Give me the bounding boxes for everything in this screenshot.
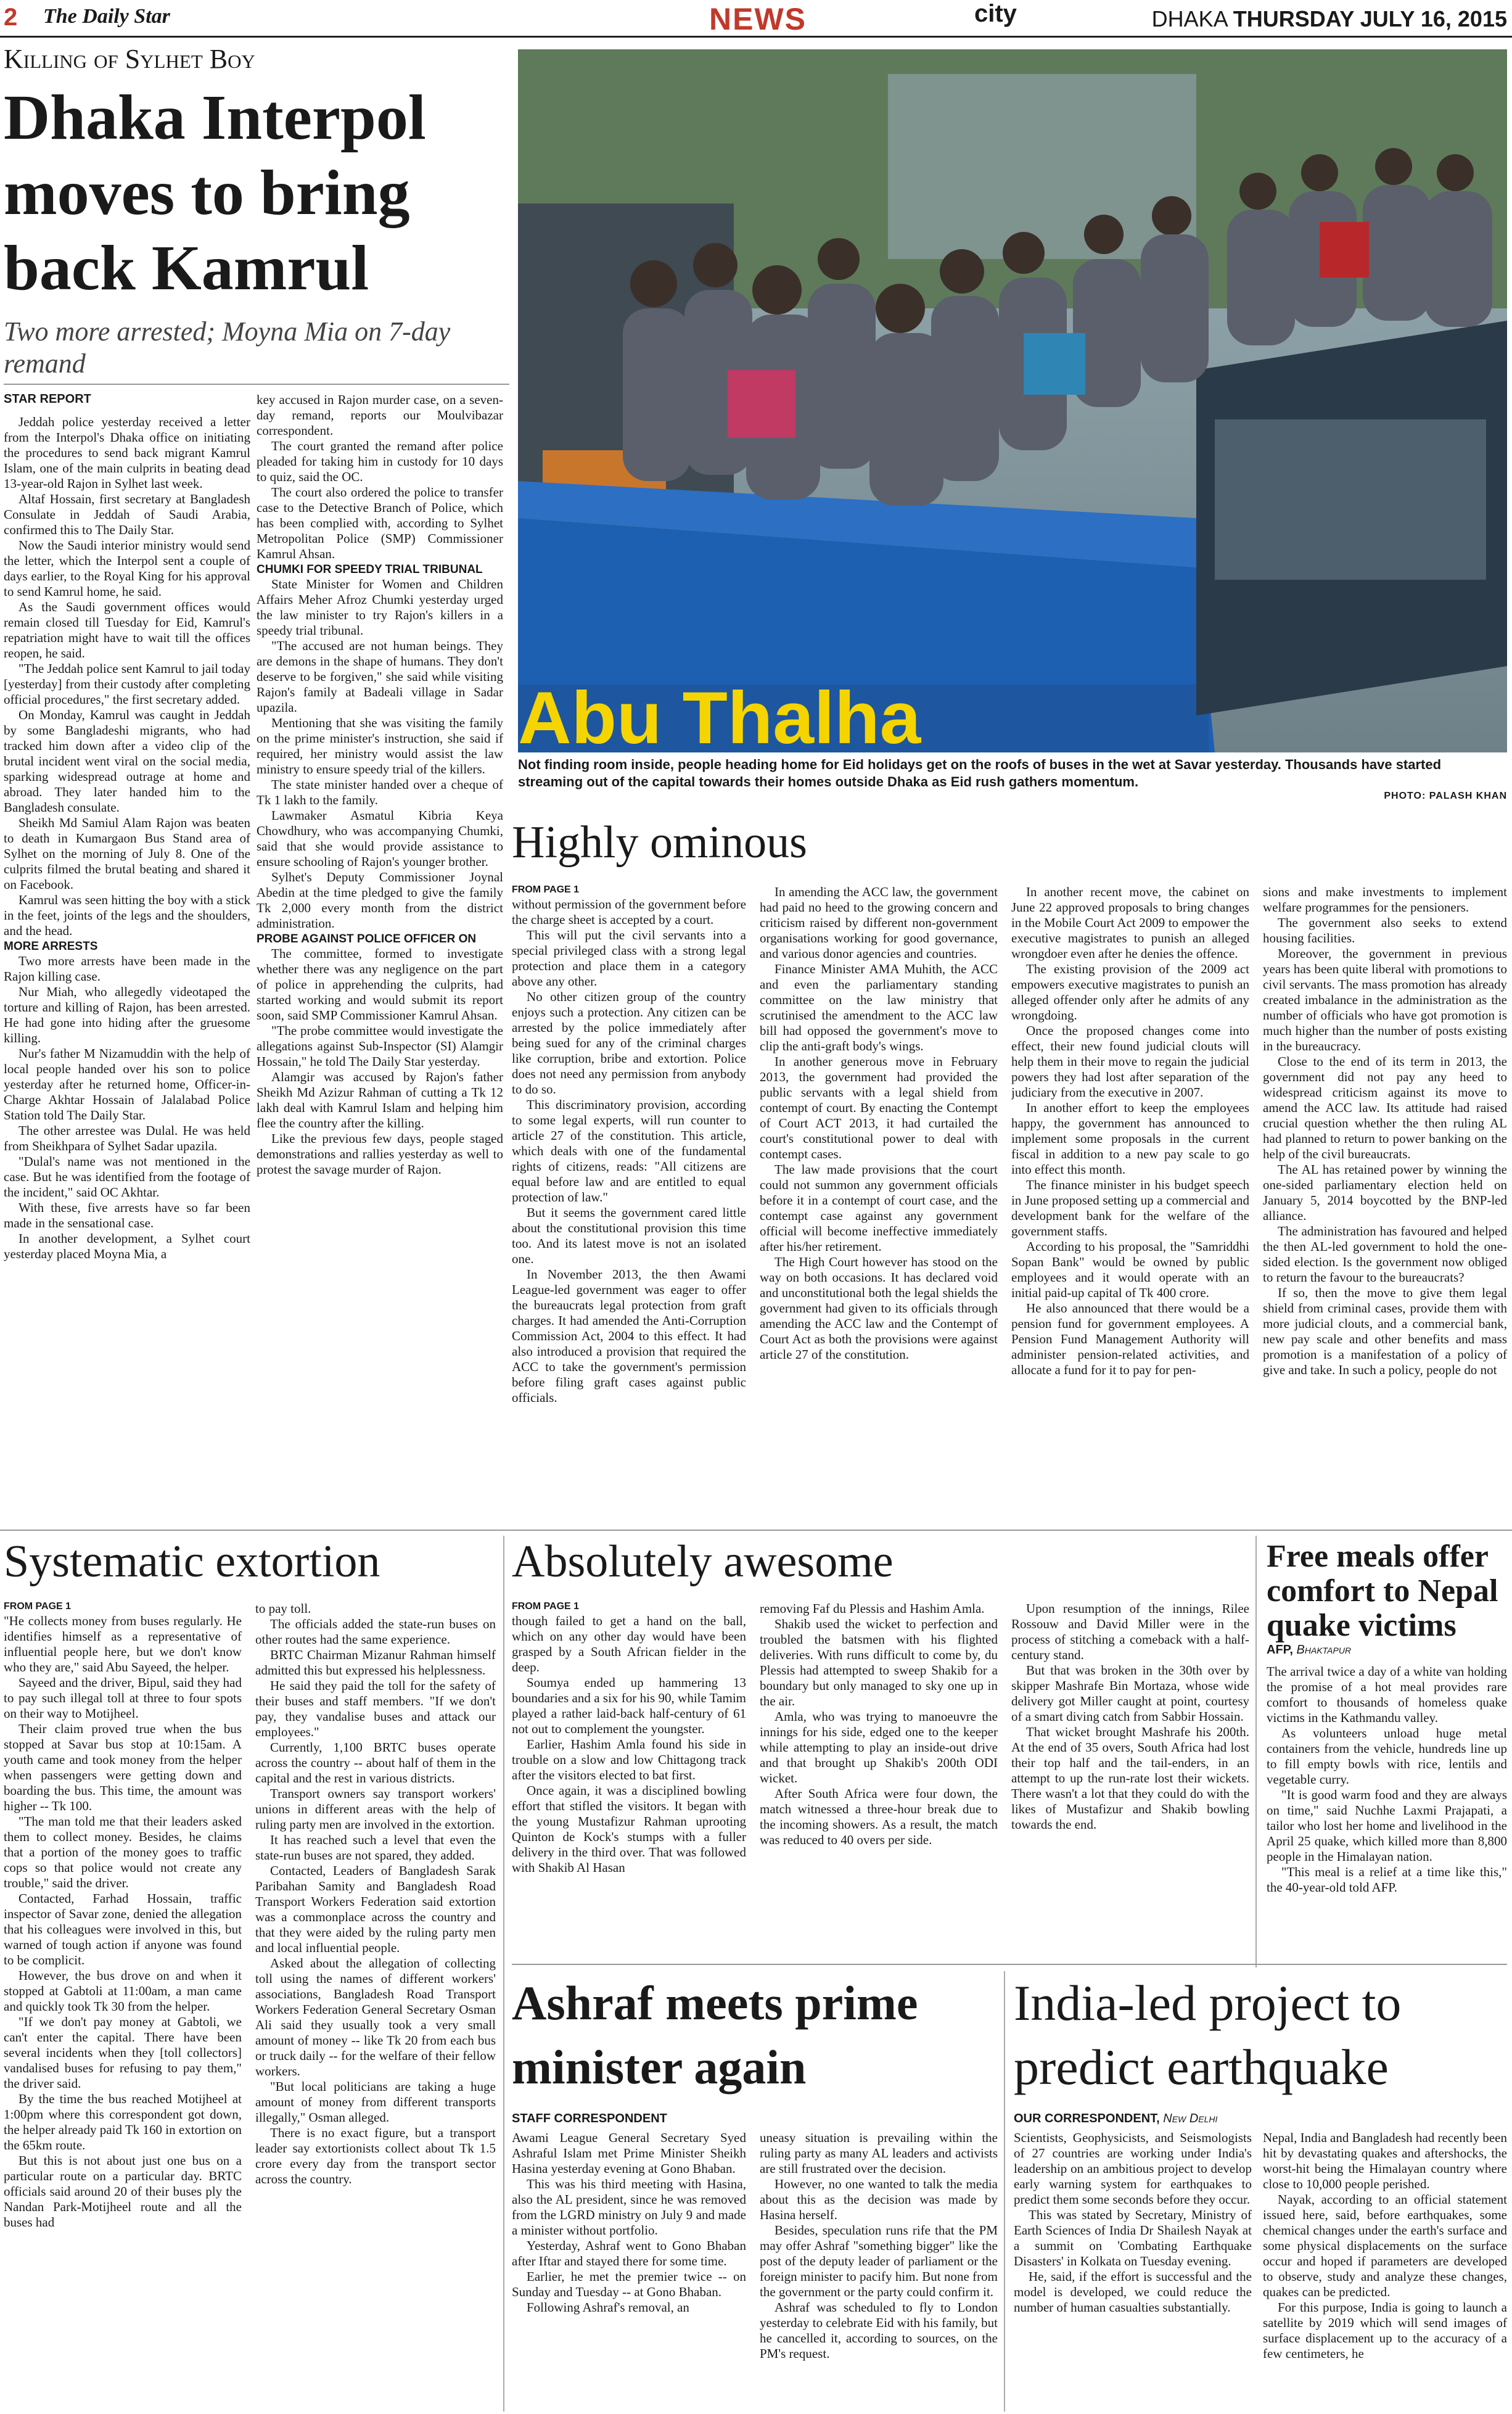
paragraph: removing Faf du Plessis and Hashim Amla. (760, 1601, 985, 1616)
photo-credit: PHOTO: PALASH KHAN (1384, 791, 1507, 801)
story3-column-1 (4, 1613, 242, 2410)
paragraph: As the Saudi government offices would remain closed till Tuesday for Eid, Kamrul's repatriation might have to wait till the offices reopen, he said. (4, 599, 250, 661)
story1-headline: Dhaka Interpol moves to bring back Kamrul (4, 82, 426, 303)
paragraph: The AL has retained power by winning the one-sided parliamentary election held on January 5, 2014 boycotted by the BNP-led alliance. (1263, 1162, 1507, 1223)
paragraph: Their claim proved true when the bus stopped at Savar bus stop at 10:15am. A youth came and took money from the helper when passengers were getting down and boarding the bus. This time, the amount was higher -- Tk 100. (4, 1721, 242, 1813)
paragraph: "He collects money from buses regularly. He identifies himself as a representative of influential people here, but we don't know who they are," said Abu Sayeed, the helper. (4, 1613, 242, 1675)
story1-column-1 (4, 414, 250, 1526)
dateline (1152, 6, 1507, 32)
caption-text: Not finding room inside, people heading home for Eid holidays get on the roofs of buses in the wet at Savar yesterday. Thousands have started streaming out of the capital towards their homes outside Dhaka as Eid rush gathers momentum. (518, 757, 1442, 789)
paragraph: BRTC Chairman Mizanur Rahman himself admitted this but expressed his helplessness. (255, 1647, 496, 1678)
divider-v1 (503, 1536, 504, 2412)
paragraph: He also announced that there would be a pension fund for government employees. A Pension Fund Management Authority will administer pension-related activities, and allocate a fund for it to pay for pen- (1011, 1301, 1249, 1377)
paragraph: Now the Saudi interior ministry would send the letter, which the Interpol sent a couple of days earlier, to the Royal King for his approval to send Kamrul home, he said. (4, 538, 250, 599)
paragraph: Once again, it was a disciplined bowling effort that stifled the visitors. It began with the young Mustafizur Rahman uprooting Quinton de Kock's stumps with a fuller delivery in the third over. That was followed with Shakib Al Hasan (512, 1783, 746, 1875)
paragraph: That wicket brought Mashrafe his 200th. At the end of 35 overs, South Africa had lost their top half and the tail-enders, in an attempt to up the run-rate lost their wickets. There wasn't a lot that they could do with the likes of Mustafizur and Shakib bowling towards the end. (1011, 1724, 1249, 1832)
lower-rule (512, 1964, 1507, 1965)
fold-rule (0, 1530, 1512, 1531)
story3-headline: Systematic extortion (4, 1536, 380, 1587)
story4-column-1 (512, 1613, 746, 1953)
paragraph: But it seems the government cared little about the constitutional provision this time too. And its latest move is not an isolated one. (512, 1205, 746, 1266)
paragraph: Currently, 1,100 BRTC buses operate across the country -- about half of them in the capital and the rest in various districts. (255, 1740, 496, 1786)
story7-byline-author: OUR CORRESPONDENT, (1014, 2112, 1160, 2125)
paragraph: In another recent move, the cabinet on June 22 approved proposals to bring changes in the Mobile Court Act 2009 to empower the executive magistrates to punish an alleged wrongdoer even after he denies the offence. (1011, 884, 1249, 961)
paragraph: The court also ordered the police to transfer case to the Detective Branch of Police, which has been complied with, according to Sylhet Metropolitan Police (SMP) Commissioner Kamrul Ahsan. (257, 485, 503, 561)
paragraph: As volunteers unload huge metal containers from the vehicle, hundreds line up to fill empty bowls with rice, lentils and vegetable curry. (1267, 1726, 1507, 1787)
bus-sign-text: Abu Thalha (518, 677, 921, 752)
story4-column-2 (760, 1601, 998, 1953)
paragraph: sions and make investments to implement welfare programmes for the pensioners. (1263, 884, 1507, 915)
divider-v3 (1004, 1971, 1005, 2412)
paragraph: Two more arrests have been made in the Rajon killing case. (4, 954, 250, 984)
paragraph: Once the proposed changes come into effect, their new found judicial clouts will help them in their move to regain the judicial powers they had lost after separation of the judiciary from the executive in 2007. (1011, 1023, 1249, 1100)
story7-dateline: New Delhi (1163, 2112, 1218, 2125)
paragraph: But this is not about just one bus on a particular route on a particular day. BRTC officials said around 20 of their buses ply the Nandan Park-Motijheel route and all the buses had (4, 2153, 242, 2230)
paragraph: The administration has favoured and helped the then AL-led government to hold the one-sided election. Is the government now obliged to return the favour to the bureaucrats? (1263, 1224, 1507, 1285)
paragraph: The court granted the remand after police pleaded for taking him in custody for 10 days to quiz, said the OC. (257, 439, 503, 484)
paragraph: Contacted, Farhad Hossain, traffic inspector of Savar zone, denied the allegation that his colleagues were involved in this, but warned of tough action if anyone was found to be complicit. (4, 1891, 242, 1967)
photo-illustration (518, 49, 1507, 752)
paragraph: key accused in Rajon murder case, on a seven-day remand, reports our Moulvibazar correspondent. (257, 392, 503, 438)
paragraph: Altaf Hossain, first secretary at Bangladesh Consulate in Jeddah of Saudi Arabia, confirmed this to The Daily Star. (4, 492, 250, 537)
paragraph: In another development, a Sylhet court yesterday placed Moyna Mia, a (4, 1231, 250, 1261)
paragraph: In another generous move in February 2013, the government had provided the public servants with a legal shield from contempt of court. By enacting the Contempt of Court ACT 2013, it had curtailed the court's constitutional power to deal with contempt cases. (760, 1054, 998, 1161)
subheading: PROBE AGAINST POLICE OFFICER ON (257, 933, 477, 945)
story2-column-3 (1011, 884, 1249, 1514)
story5-dateline: Bhaktapur (1296, 1643, 1352, 1657)
story6-headline: Ashraf meets prime minister again (512, 1976, 918, 2094)
paragraph: though failed to get a hand on the ball, which on any other day would have been grasped by a South African fielder in the deep. (512, 1613, 746, 1675)
story1-rule (4, 384, 509, 385)
paragraph: It has reached such a level that even the state-run buses are not spared, they added. (255, 1832, 496, 1863)
paragraph: Earlier, he met the premier twice -- on Sunday and Tuesday -- at Gono Bhaban. (512, 2269, 746, 2299)
story3-from-page: FROM PAGE 1 (4, 1601, 72, 1612)
paragraph: to pay toll. (255, 1601, 311, 1616)
paragraph: "If we don't pay money at Gabtoli, we can't enter the capital. There have been several incidents when they [toll collectors] vandalised buses for refusing to pay them," the driver said. (4, 2014, 242, 2091)
paragraph: Contacted, Leaders of Bangladesh Sarak Paribahan Samity and Bangladesh Road Transport Workers Federation said extortion was a commonplace across the country and that they were aided by the ruling party men and local influential people. (255, 1863, 496, 1955)
paragraph: Transport owners say transport workers' unions in different areas with the help of ruling party men are involved in the extortion. (255, 1786, 496, 1832)
paragraph: "The Jeddah police sent Kamrul to jail today [yesterday] from their custody after completing official procedures," the first secretary added. (4, 661, 250, 707)
paragraph: The arrival twice a day of a white van holding the promise of a hot meal provides rare comfort to thousands of homeless quake victims in the Kathmandu valley. (1267, 1664, 1507, 1725)
paragraph: Nayak, according to an official statement issued here, said, before earthquakes, some chemical changes under the earth's surface and some physical displacements on the surface occur and hoped if parameters are developed to observe, study and analyze these changes, quakes can be predicted. (1263, 2192, 1507, 2299)
story6-column-2 (760, 2130, 998, 2412)
story3-column-2 (255, 1601, 496, 2410)
paragraph: "The man told me that their leaders asked them to collect money. Besides, he claims that a portion of the money goes to traffic cops so that police would not create any trouble," said the driver. (4, 1814, 242, 1890)
paragraph: "The accused are not human beings. They are demons in the shape of humans. They don't deserve to be forgiven," she said while visiting Rajon's family at Badeali village in Sadar upazila. (257, 638, 503, 715)
bus-roof-photo (518, 49, 1507, 752)
story2-headline: Highly ominous (512, 817, 807, 868)
story2-from-page: FROM PAGE 1 (512, 884, 580, 895)
masthead: The Daily Star (43, 5, 170, 28)
story1-kicker: Killing of Sylhet Boy (4, 44, 255, 74)
paragraph: With these, five arrests have so far been made in the sensational case. (4, 1200, 250, 1230)
paragraph: Shakib used the wicket to perfection and troubled the batsmen with his flighted deliveries. With runs difficult to come by, du Plessis had attempted to sweep Shakib for a boundary but only managed to sky one up in the air. (760, 1617, 998, 1708)
paragraph: Besides, speculation runs rife that the PM may offer Ashraf "something bigger" like the post of the deputy leader of parliament or the foreign minister to pacify him. But none from the government or the party could confirm it. (760, 2223, 998, 2299)
paragraph: Nepal, India and Bangladesh had recently been hit by devastating quakes and aftershocks, the worst-hit being the Himalayan country where close to 10,000 people perished. (1263, 2130, 1507, 2191)
paragraph: uneasy situation is prevailing within the ruling party as many AL leaders and activists are still frustrated over the decision. (760, 2130, 998, 2176)
paragraph: Sylhet's Deputy Commissioner Joynal Abedin at the time pledged to give the family Tk 2,000 every month from the district administration. (257, 870, 503, 931)
paragraph: Earlier, Hashim Amla found his side in trouble on a slow and low Chittagong track after the visitors elected to bat first. (512, 1737, 746, 1782)
paragraph: No other citizen group of the country enjoys such a protection. Any citizen can be arrested by the police immediately after being sued for any of the criminal charges like corruption, bribe and extortion. Police does not need any permission from anybody to do so. (512, 989, 746, 1097)
paragraph: Close to the end of its term in 2013, the government did not pay any heed to widespread criticism against its move to amend the ACC law. Its attitude had raised crucial question whether the then ruling AL had planned to return to power banking on the help of the civil bureaucrats. (1263, 1054, 1507, 1161)
paragraph: Alamgir was accused by Rajon's father Sheikh Md Azizur Rahman of cutting a Tk 12 lakh deal with Kamrul Islam and helping him flee the country after the killing. (257, 1069, 503, 1131)
paragraph: This discriminatory provision, according to some legal experts, will run counter to article 27 of the constitution. This article, which deals with one of the fundamental rights of citizens, reads: "All citizens are equal before law and are entitled to equal protection of law." (512, 1097, 746, 1205)
paragraph: The law made provisions that the court could not summon any government officials before it in a contempt of court case, and the contempt case against any government official will become ineffective immediately after his/her retirement. (760, 1162, 998, 1254)
paragraph: Nur Miah, who allegedly videotaped the torture and killing of Rajon, has been arrested. He had gone into hiding after the gruesome killing. (4, 984, 250, 1045)
paragraph: Following Ashraf's removal, an (527, 2300, 689, 2315)
story5-byline (1267, 1643, 1351, 1657)
paragraph: In another effort to keep the employees happy, the government has announced to implement some proposals in the current fiscal in addition to a new pay scale to go into effect this month. (1011, 1100, 1249, 1177)
paragraph: Ashraf was scheduled to fly to London yesterday to celebrate Eid with his family, but he cancelled it, according to sources, on the PM's request. (760, 2300, 998, 2361)
paragraph: In amending the ACC law, the government had paid no heed to the growing concern and criticism raised by different non-government organisations working for good governance, and various donor agencies and countries. (760, 884, 998, 961)
paragraph: "It is good warm food and they are always on time," said Nuchhe Laxmi Prajapati, a tailor who lost her home and livelihood in the April 25 quake, which killed more than 8,800 people in the Himalayan nation. (1267, 1787, 1507, 1864)
paragraph: He, said, if the effort is successful and the model is developed, we could reduce the number of human casualties substantially. (1014, 2269, 1252, 2315)
paragraph: "The probe committee would investigate the allegations against Sub-Inspector (SI) Alamgir Hossain," he told The Daily Star yesterday. (257, 1023, 503, 1069)
paragraph: The state minister handed over a cheque of Tk 1 lakh to the family. (257, 777, 503, 807)
story4-column-3 (1011, 1601, 1249, 1953)
paragraph: Yesterday, Ashraf went to Gono Bhaban after Iftar and stayed there for some time. (512, 2238, 746, 2268)
dateline-city: DHAKA (1151, 6, 1227, 31)
story5-headline: Free meals offer comfort to Nepal quake victims (1267, 1539, 1498, 1643)
paragraph: Sheikh Md Samiul Alam Rajon was beaten to death in Kumargaon Bus Stand area of Sylhet on the morning of July 8. One of the culprits filmed the brutal beating and shared it on Facebook. (4, 815, 250, 892)
paragraph: Awami League General Secretary Syed Ashraful Islam met Prime Minister Sheikh Hasina yesterday evening at Gono Bhaban. (512, 2130, 746, 2176)
paragraph: Sayeed and the driver, Bipul, said they had to pay such illegal toll at three to four spots on their way to Motijheel. (4, 1675, 242, 1721)
section-label: NEWS (709, 2, 807, 36)
story2-column-1 (512, 897, 746, 1514)
story2-column-2 (760, 884, 998, 1514)
story7-column-1 (1014, 2130, 1252, 2412)
paragraph: Moreover, the government in previous years has been quite liberal with promotions to civil servants. The mass promotion has already created imbalance in the administration as the number of officials who have got promotion is much higher than the number of posts existing in the bureaucracy. (1263, 946, 1507, 1053)
paragraph: On Monday, Kamrul was caught in Jeddah by some Bangladeshi migrants, who had tracked him down after a video clip of the brutal incident went viral on the social media, sparking widespread outrage at home and abroad. They later handed him to the Bangladesh consulate. (4, 707, 250, 815)
paragraph: Scientists, Geophysicists, and Seismologists of 27 countries are working under India's leadership on an ambitious project to develop early warning system for earthquakes to predict them some seconds before they occur. (1014, 2130, 1252, 2207)
story1-byline: STAR REPORT (4, 392, 91, 406)
paragraph: However, no one wanted to talk the media about this as the decision was made by Hasina herself. (760, 2177, 998, 2222)
story4-from-page: FROM PAGE 1 (512, 1601, 580, 1612)
paragraph: Lawmaker Asmatul Kibria Keya Chowdhury, who was accompanying Chumki, said that she would provide assistance to ensure schooling of Rajon's younger brother. (257, 808, 503, 869)
paragraph: Upon resumption of the innings, Rilee Rossouw and David Miller were in the process of stitching a comeback with a half-century stand. (1011, 1601, 1249, 1662)
issue-date: THURSDAY JULY 16, 2015 (1233, 6, 1507, 31)
story6-byline: STAFF CORRESPONDENT (512, 2112, 667, 2125)
story7-headline: India-led project to predict earthquake (1014, 1975, 1402, 2095)
paragraph: This will put the civil servants into a special privileged class with a strong legal protection and place them in a category above any other. (512, 928, 746, 989)
paragraph: The High Court however has stood on the way on both occasions. It has declared void and unconstitutional both the legal shields the government had given to its officials through amending the ACC law and the Contempt of Court Act as both the provisions were against article 27 of the constitution. (760, 1254, 998, 1362)
paragraph: "Dulal's name was not mentioned in the case. But he was identified from the footage of the incident," said OC Akhtar. (4, 1154, 250, 1200)
paragraph: There is no exact figure, but a transport leader say extortionists collect about Tk 1.5 crore every day from the transport sector across the country. (255, 2125, 496, 2186)
story5-byline-agency: AFP, (1267, 1643, 1293, 1657)
paragraph: Jeddah police yesterday received a letter from the Interpol's Dhaka office on initiating the procedures to send back migrant Kamrul Islam, one of the main culprits in beating dead 13-year-old Rajon in Sylhet last week. (4, 414, 250, 491)
story5-body (1267, 1664, 1507, 1954)
subheading: MORE ARRESTS (4, 940, 98, 953)
paragraph: "But local politicians are taking a huge amount of money from different transports illegally," Osman alleged. (255, 2079, 496, 2125)
story1-deck: Two more arrested; Moyna Mia on 7-day remand (4, 316, 451, 379)
divider-v2 (1255, 1536, 1257, 1967)
story2-column-4 (1263, 884, 1507, 1514)
story7-column-2 (1263, 2130, 1507, 2412)
subheading: CHUMKI FOR SPEEDY TRIAL TRIBUNAL (257, 563, 483, 576)
paragraph: If so, then the move to give them legal shield from criminal cases, provide them with more judicial clouts, and a commercial bank, new pay scale and other benefits and mass promotion is a manifestation of a policy of give and take. In such a policy, people do not (1263, 1285, 1507, 1377)
paragraph: For this purpose, India is going to launch a satellite by 2019 which will send images of surface displacement up to the accuracy of a few centimeters, he (1263, 2300, 1507, 2361)
story6-column-1 (512, 2130, 746, 2412)
paragraph: The officials added the state-run buses on other routes had the same experience. (255, 1617, 496, 1647)
paragraph: This was his third meeting with Hasina, also the AL president, since he was removed from the LGRD ministry on July 9 and made a minister without portfolio. (512, 2177, 746, 2238)
paragraph: In November 2013, the then Awami League-led government was eager to offer the bureaucrats legal protection from graft charges. It had amended the Anti-Corruption Commission Act, 2004 to this effect. It had also introduced a provision that required the ACC to take the government's permission before filing graft cases against public officials. (512, 1267, 746, 1405)
paragraph: The other arrestee was Dulal. He was held from Sheikhpara of Sylhet Sadar upazila. (4, 1123, 250, 1153)
paragraph: Amla, who was trying to manoeuvre the innings for his side, edged one to the keeper while attempting to play an inside-out drive and that brought up Shakib's 200th ODI wicket. (760, 1709, 998, 1786)
paragraph: However, the bus drove on and when it stopped at Gabtoli at 11:00am, a man came and quickly took Tk 30 from the helper. (4, 1968, 242, 2014)
subsection-label: city (974, 0, 1017, 27)
paragraph: Like the previous few days, people staged demonstrations and rallies yesterday as well to protest the savage murder of Rajon. (257, 1131, 503, 1177)
paragraph: The existing provision of the 2009 act empowers executive magistrates to punish an alleged offender only after he admits of any wrongdoing. (1011, 962, 1249, 1023)
page-number: 2 (4, 4, 18, 31)
paragraph: State Minister for Women and Children Affairs Meher Afroz Chumki yesterday urged the law minister to try Rajon's killers in a speedy trial tribunal. (257, 577, 503, 638)
paragraph: He said they paid the toll for the safety of their buses and staff members. "If we don't pay, they vandalise buses and attack our employees." (255, 1678, 496, 1739)
paragraph: According to his proposal, the "Samriddhi Sopan Bank" would be owned by public employees and it would operate with an initial paid-up capital of Tk 400 crore. (1011, 1239, 1249, 1300)
paragraph: Kamrul was seen hitting the boy with a stick in the feet, joints of the legs and the shoulders, and the head. (4, 892, 250, 938)
paragraph: This was stated by Secretary, Ministry of Earth Sciences of India Dr Shailesh Nayak at a summit on 'Combating Earthquake Disasters' in Kolkata on Tuesday evening. (1014, 2207, 1252, 2268)
paragraph: But that was broken in the 30th over by skipper Mashrafe Bin Mortaza, whose wide delivery got Miller caught at point, courtesy of a smart diving catch from Sabbir Hossain. (1011, 1663, 1249, 1724)
paragraph: Finance Minister AMA Muhith, the ACC and even the parliamentary standing committee on the law ministry that scrutinised the amendment to the ACC law bill had opposed the government's move to clip the anti-graft body's wings. (760, 962, 998, 1053)
paragraph: "This meal is a relief at a time like this," the 40-year-old told AFP. (1267, 1864, 1507, 1895)
paragraph: Asked about the allegation of collecting toll using the names of different workers' associations, Bangladesh Road Transport Workers Federation General Secretary Osman Ali said they usually took a very small amount of money -- like Tk 20 from each bus or truck daily -- for the welfare of their fellow workers. (255, 1956, 496, 2078)
paragraph: By the time the bus reached Motijheel at 1:00pm where this correspondent got down, the helper already paid Tk 160 in extortion on the 65km route. (4, 2091, 242, 2152)
paragraph: Mentioning that she was visiting the family on the prime minister's instruction, she said if required, her ministry would assist the law ministry to ensure speedy trial of the killers. (257, 715, 503, 777)
paragraph: After South Africa were four down, the match witnessed a three-hour break due to the incoming showers. As a result, the match was reduced to 40 overs per side. (760, 1786, 998, 1847)
paragraph: The finance minister in his budget speech in June proposed setting up a commercial and development bank for the welfare of the government staffs. (1011, 1177, 1249, 1238)
story7-byline (1014, 2112, 1217, 2126)
paragraph: Soumya ended up hammering 13 boundaries and a six for his 90, while Tamim played a rather laid-back half-century of 61 not out to complement the youngster. (512, 1675, 746, 1736)
paragraph: The government also seeks to extend housing facilities. (1263, 915, 1507, 945)
story4-headline: Absolutely awesome (512, 1536, 894, 1587)
paragraph: The committee, formed to investigate whether there was any negligence on the part of police in apprehending the culprits, had started working and would submit its report soon, said SMP Commissioner Kamrul Ahsan. (257, 946, 503, 1023)
paragraph: without permission of the government before the charge sheet is accepted by a court. (512, 897, 746, 927)
paragraph: Nur's father M Nizamuddin with the help of local people handed over his son to police yesterday after he returned home, Officer-in-Charge Akhtar Hossain of Jalalabad Police Station told The Daily Star. (4, 1046, 250, 1123)
photo-caption (518, 756, 1507, 802)
story1-column-2 (257, 392, 503, 1526)
